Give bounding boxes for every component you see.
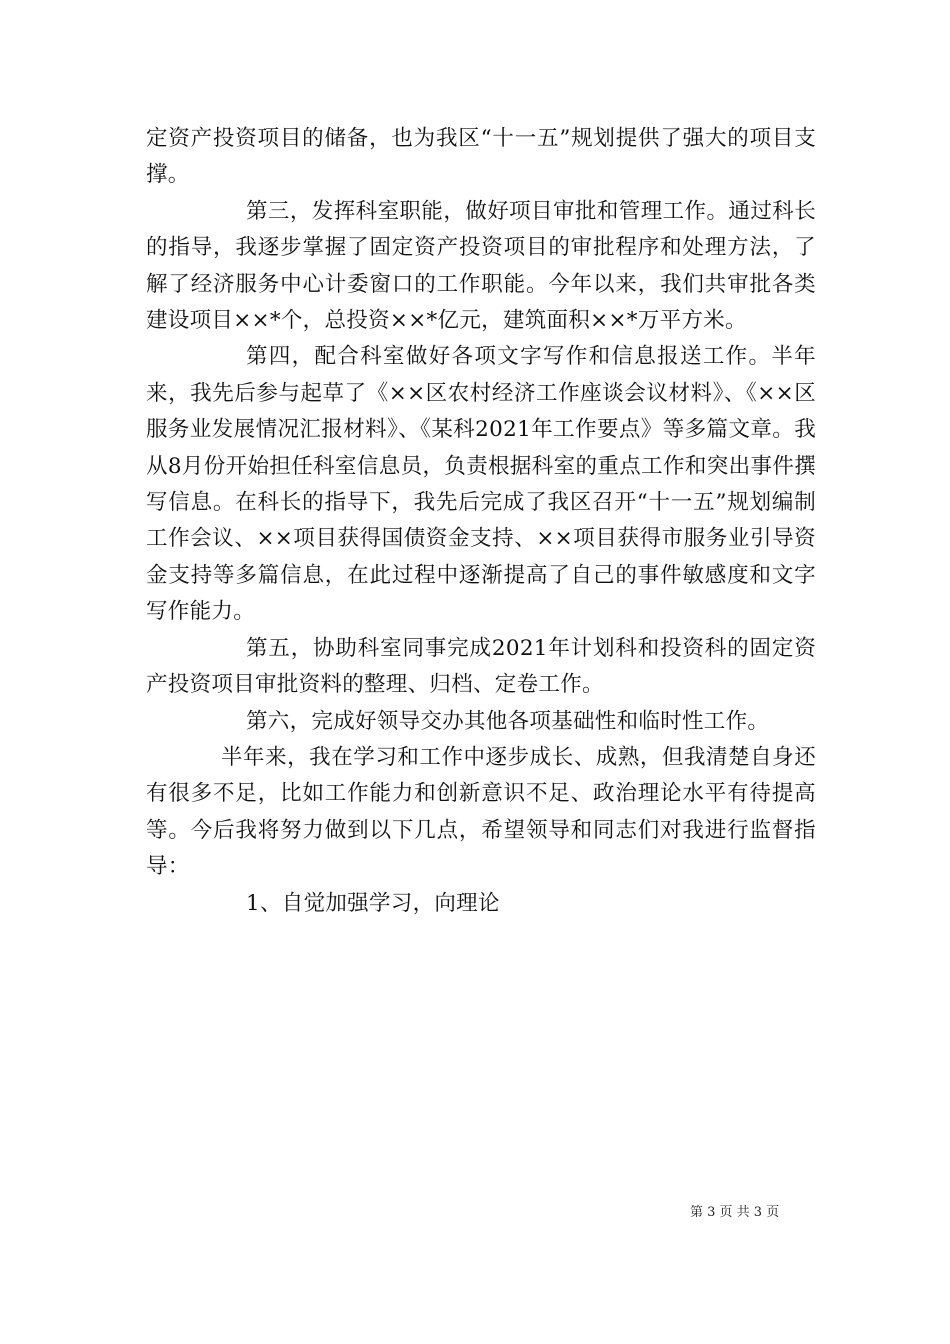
paragraph-sixth-item: 第六，完成好领导交办其他各项基础性和临时性工作。 [246,708,770,734]
paragraph-list-item-1: 1、自觉加强学习，向理论 [246,890,500,916]
paragraph-fifth-item: 第五，协助科室同事完成2021年计划科和投资科的固定资产投资项目审批资料的整理、归档、定卷工作。 [146,635,816,698]
paragraph-continuation: 定资产投资项目的储备，也为我区“十一五”规划提供了强大的项目支撑。 [146,126,816,188]
paragraph-summary: 半年来，我在学习和工作中逐步成长、成熟，但我清楚自身还有很多不足，比如工作能力和创新意识不足、政治理论水平有待提高等。今后我将努力做到以下几点，希望领导和同志们对我进行监督指导： [146,744,816,880]
paragraph-third-item: 第三，发挥科室职能，做好项目审批和管理工作。通过科长的指导，我逐步掌握了固定资产投资项目的审批程序和处理方法，了解了经济服务中心计委窗口的工作职能。今年以来，我们共审批各类建设项目××*个，总投资××*亿元，建筑面积××*万平方米。 [146,198,816,334]
document-body [146,121,816,922]
paragraph-fourth-item: 第四，配合科室做好各项文字写作和信息报送工作。半年来，我先后参与起草了《××区农村经济工作座谈会议材料》、《××区服务业发展情况汇报材料》、《某科2021年工作要点》等多篇文章。我从8月份开始担任科室信息员，负责根据科室的重点工作和突出事件撰写信息。在科长的指导下，我先后完成了我区召开“十一五”规划编制工作会议、××项目获得国债资金支持、××项目获得市服务业引导资金支持等多篇信息，在此过程中逐渐提高了自己的事件敏感度和文字写作能力。 [146,344,816,625]
page-number-footer: 第 3 页 共 3 页 [690,1205,780,1220]
